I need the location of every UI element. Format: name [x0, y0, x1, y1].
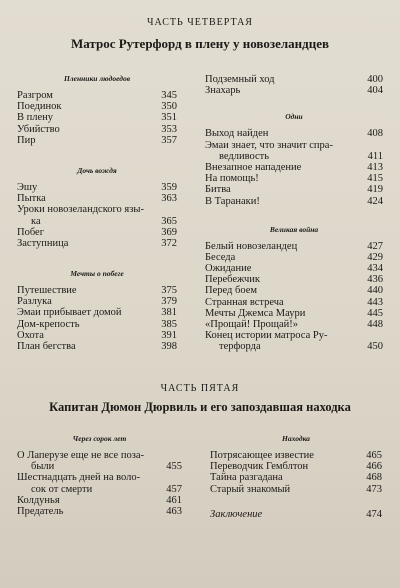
section-heading: Великая война [269, 224, 319, 234]
toc-entry-page: 350 [161, 101, 177, 113]
toc-entry-title: В плену [17, 112, 54, 124]
toc-entry [17, 135, 177, 146]
part5-left-column [17, 428, 182, 517]
section-heading: Через сорок лет [72, 434, 127, 443]
toc-entry [205, 85, 383, 96]
toc-entry [17, 124, 177, 135]
toc-entry-page: 434 [367, 263, 383, 275]
toc-entry-title: Охота [17, 329, 44, 341]
toc-entry-title: О Лаперузе еще не все поза- [17, 450, 145, 461]
toc-entry-title: Разлука [17, 296, 52, 308]
toc-entry-page: 461 [166, 494, 182, 506]
toc-entry-page: 413 [367, 161, 383, 173]
toc-entry-title: были [31, 461, 55, 473]
toc-entry [17, 341, 177, 352]
toc-entry-page: 474 [366, 508, 382, 520]
toc-entry-page: 465 [366, 450, 382, 461]
toc-entry-page: 398 [161, 341, 177, 352]
toc-entry [205, 263, 383, 274]
toc-entry [205, 297, 383, 308]
toc-entry-title: Выход найден [205, 128, 269, 140]
toc-entry-page: 381 [161, 307, 177, 319]
toc-entry [17, 307, 177, 318]
toc-entry-title: Битва [205, 184, 231, 196]
part4-title: Матрос Рутерфорд в плену у новозеландцев [71, 36, 329, 51]
toc-entry [205, 308, 383, 319]
toc-entry-page: 375 [161, 285, 177, 297]
toc-entry-title: сок от смерти [31, 483, 93, 495]
toc-entry [17, 90, 177, 101]
part4-label: ЧАСТЬ ЧЕТВЕРТАЯ [147, 17, 253, 28]
toc-entry-title: Поединок [17, 101, 62, 113]
toc-entry-title: Подземный ход [205, 74, 275, 85]
toc-entry-title: Предатель [17, 505, 64, 517]
toc-entry-title: «Прощай! Прощай!» [205, 319, 299, 330]
toc-entry-page: 448 [367, 319, 383, 330]
toc-entry-title: Странная встреча [205, 296, 284, 308]
toc-entry [17, 216, 177, 227]
toc-entry [205, 140, 383, 151]
spacer [17, 146, 177, 160]
toc-entry [205, 74, 383, 85]
toc-entry-page: 411 [367, 150, 383, 162]
toc-entry [210, 509, 382, 520]
toc-entry-page: 436 [367, 274, 383, 286]
toc-entry [17, 461, 182, 472]
spacer [205, 96, 383, 106]
toc-entry [210, 472, 382, 483]
toc-entry-title: Убийство [17, 123, 60, 135]
part5-right-column [210, 428, 382, 520]
toc-entry [205, 173, 383, 184]
toc-entry-title: Заступница [17, 237, 69, 249]
part5-title: Капитан Дюмон Дюрвиль и его запоздавшая находка [49, 400, 351, 414]
toc-entry-page: 445 [367, 307, 383, 319]
toc-entry-title: Путешествие [17, 285, 77, 297]
toc-entry-title: Уроки новозеландского язы- [17, 204, 144, 216]
toc-entry-title: Перебежчик [205, 274, 261, 286]
toc-entry-title: Переводчик Гемблтон [210, 461, 309, 473]
part4-left-column [17, 68, 177, 352]
toc-entry-page: 443 [367, 296, 383, 308]
toc-entry [17, 285, 177, 296]
toc-entry-title: Побег [17, 226, 45, 238]
toc-entry [205, 184, 383, 195]
toc-entry-title: Тайна разгадана [210, 472, 283, 484]
toc-entry-page: 415 [367, 173, 383, 185]
toc-entry-page: 363 [161, 193, 177, 205]
section-heading: Находка [282, 434, 310, 443]
toc-entry-page: 379 [161, 296, 177, 308]
toc-entry-title: Белый новозеландец [205, 240, 298, 252]
toc-entry [17, 506, 182, 517]
toc-entry-page: 365 [161, 215, 177, 227]
toc-entry [210, 450, 382, 461]
toc-entry [205, 151, 383, 162]
toc-entry-page: 359 [161, 181, 177, 193]
toc-entry-page: 473 [366, 483, 382, 495]
toc-entry [205, 285, 383, 296]
toc-entry-page: 429 [367, 251, 383, 263]
toc-entry [17, 450, 182, 461]
toc-entry-title: В Таранаки! [205, 195, 260, 207]
section-heading: Пленники людоедов [63, 74, 131, 83]
toc-entry-page: 440 [367, 285, 383, 297]
toc-entry-page: 351 [161, 112, 177, 124]
toc-entry-page: 419 [367, 184, 383, 196]
toc-entry-title: Заключение [210, 508, 263, 520]
toc-entry [205, 241, 383, 252]
toc-entry-title: Эмаи прибывает домой [17, 307, 122, 319]
toc-entry-page: 372 [161, 237, 177, 249]
spacer [17, 249, 177, 263]
toc-entry-page: 400 [367, 74, 383, 85]
toc-entry-page: 463 [166, 505, 182, 517]
toc-entry-title: ка [31, 215, 41, 227]
toc-entry-page: 450 [367, 341, 383, 353]
toc-entry [205, 341, 383, 352]
toc-entry-page: 408 [367, 128, 383, 140]
toc-entry-page: 357 [161, 134, 177, 146]
toc-entry [205, 274, 383, 285]
toc-entry-page: 455 [166, 461, 182, 473]
toc-entry-title: Колдунья [17, 494, 60, 506]
spacer [205, 207, 383, 219]
toc-entry [17, 238, 177, 249]
toc-entry-page: 345 [161, 90, 177, 101]
toc-entry-title: Беседа [205, 251, 236, 263]
toc-entry-title: Мечты Джемса Маури [205, 307, 306, 319]
toc-entry [17, 472, 182, 483]
toc-entry-page: 457 [166, 483, 182, 495]
toc-entry-title: Старый знакомый [210, 483, 291, 495]
toc-entry [205, 128, 383, 139]
toc-entry-title: Пир [17, 134, 36, 146]
toc-entry [205, 252, 383, 263]
section-heading: Дочь вождя [77, 165, 117, 175]
toc-entry [17, 495, 182, 506]
toc-entry [17, 112, 177, 123]
toc-entry-title: Разгром [17, 90, 53, 101]
toc-entry-title: ведливость [219, 150, 270, 162]
toc-entry-title: Перед боем [205, 285, 258, 297]
toc-entry [17, 319, 177, 330]
part4-right-column [205, 74, 383, 353]
toc-entry-page: 466 [366, 461, 382, 473]
toc-entry-page: 369 [161, 226, 177, 238]
section-heading: Одни [285, 112, 303, 122]
toc-entry [17, 296, 177, 307]
toc-entry-title: Ожидание [205, 263, 252, 275]
toc-entry [17, 101, 177, 112]
toc-entry-page: 424 [367, 195, 383, 207]
toc-entry [17, 227, 177, 238]
toc-entry-title: терфорда [219, 341, 261, 353]
spacer [210, 495, 382, 509]
toc-entry [205, 196, 383, 207]
toc-entry [205, 330, 383, 341]
toc-entry-title: Конец истории матроса Ру- [205, 330, 328, 342]
toc-entry [17, 330, 177, 341]
toc-entry [210, 484, 382, 495]
toc-entry-page: 427 [367, 240, 383, 252]
toc-entry-page: 404 [367, 85, 383, 97]
toc-entry-title: Шестнадцать дней на воло- [17, 472, 141, 484]
toc-entry [17, 182, 177, 193]
section-heading: Мечты о побеге [70, 269, 124, 279]
toc-entry [17, 484, 182, 495]
part5-label: ЧАСТЬ ПЯТАЯ [160, 383, 240, 394]
toc-entry-page: 385 [161, 318, 177, 330]
toc-entry [205, 162, 383, 173]
toc-entry-title: Пытка [17, 193, 46, 205]
toc-entry [210, 461, 382, 472]
toc-entry-title: Знахарь [205, 85, 241, 97]
toc-entry-title: На помощь! [205, 173, 259, 185]
toc-entry [17, 193, 177, 204]
toc-entry [205, 319, 383, 330]
toc-entry-page: 391 [161, 329, 177, 341]
toc-entry-page: 353 [161, 123, 177, 135]
toc-entry-title: Потрясающее известие [210, 450, 314, 461]
toc-entry-title: Эшу [17, 181, 38, 193]
toc-entry-title: Эмаи знает, что значит спра- [205, 139, 333, 151]
toc-entry-title: Дом-крепость [17, 318, 80, 330]
toc-entry-title: Внезапное нападение [205, 161, 302, 173]
toc-entry [17, 204, 177, 215]
toc-entry-title: План бегства [17, 341, 76, 352]
toc-entry-page: 468 [366, 472, 382, 484]
